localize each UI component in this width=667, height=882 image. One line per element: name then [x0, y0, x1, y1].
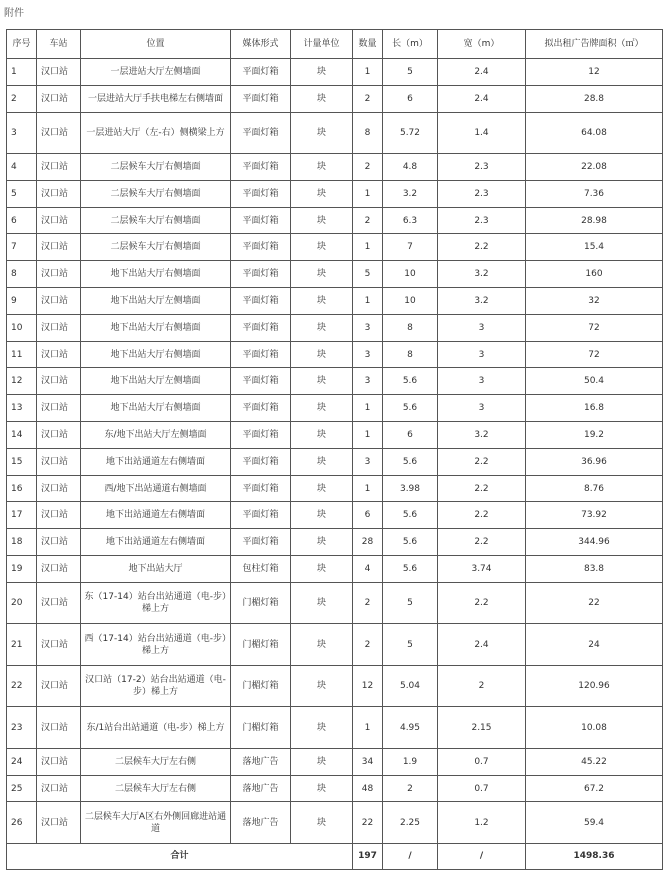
cell-area: 28.8	[526, 85, 663, 112]
cell-station: 汉口站	[37, 207, 81, 234]
cell-no: 4	[7, 154, 37, 181]
cell-area: 72	[526, 314, 663, 341]
cell-media: 平面灯箱	[231, 314, 291, 341]
header-row	[7, 30, 663, 59]
cell-unit: 块	[291, 261, 353, 288]
cell-station: 汉口站	[37, 475, 81, 502]
cell-area: 22	[526, 582, 663, 624]
cell-width: 3.2	[438, 261, 526, 288]
cell-qty: 8	[353, 112, 383, 154]
header-location: 位置	[81, 30, 231, 59]
cell-no: 19	[7, 556, 37, 583]
cell-width: 2.2	[438, 582, 526, 624]
cell-no: 23	[7, 707, 37, 749]
cell-unit: 块	[291, 665, 353, 707]
table-row	[7, 341, 663, 368]
cell-area: 67.2	[526, 775, 663, 802]
cell-media: 包柱灯箱	[231, 556, 291, 583]
cell-width: 2.2	[438, 529, 526, 556]
cell-location: 二层候车大厅A区右外侧回廊进站通道	[81, 802, 231, 844]
table-row	[7, 112, 663, 154]
header-station: 车站	[37, 30, 81, 59]
cell-location: 东（17-14）站台出站通道（电-步）梯上方	[81, 582, 231, 624]
cell-station: 汉口站	[37, 529, 81, 556]
cell-area: 45.22	[526, 748, 663, 775]
cell-qty: 34	[353, 748, 383, 775]
cell-qty: 1	[353, 395, 383, 422]
cell-location: 汉口站（17-2）站台出站通道（电-步）梯上方	[81, 665, 231, 707]
cell-location: 地下出站通道左右侧墙面	[81, 529, 231, 556]
cell-length: 3.2	[383, 180, 438, 207]
cell-length: 5	[383, 582, 438, 624]
cell-unit: 块	[291, 475, 353, 502]
table-row	[7, 624, 663, 666]
table-row	[7, 288, 663, 315]
table-body	[7, 59, 663, 844]
table-row	[7, 748, 663, 775]
cell-location: 二层候车大厅左右侧	[81, 748, 231, 775]
cell-length: 4.95	[383, 707, 438, 749]
cell-media: 平面灯箱	[231, 448, 291, 475]
table-row	[7, 529, 663, 556]
cell-media: 平面灯箱	[231, 529, 291, 556]
cell-width: 2.4	[438, 85, 526, 112]
cell-location: 二层候车大厅右侧墙面	[81, 234, 231, 261]
cell-media: 平面灯箱	[231, 395, 291, 422]
table-row	[7, 59, 663, 86]
cell-width: 3.2	[438, 422, 526, 449]
cell-unit: 块	[291, 448, 353, 475]
cell-area: 72	[526, 341, 663, 368]
cell-no: 6	[7, 207, 37, 234]
cell-location: 地下出站大厅右侧墙面	[81, 395, 231, 422]
cell-station: 汉口站	[37, 748, 81, 775]
cell-width: 2.2	[438, 502, 526, 529]
cell-qty: 1	[353, 59, 383, 86]
cell-unit: 块	[291, 502, 353, 529]
cell-no: 13	[7, 395, 37, 422]
cell-area: 28.98	[526, 207, 663, 234]
cell-station: 汉口站	[37, 261, 81, 288]
cell-length: 10	[383, 288, 438, 315]
cell-qty: 5	[353, 261, 383, 288]
cell-media: 落地广告	[231, 802, 291, 844]
cell-station: 汉口站	[37, 395, 81, 422]
cell-media: 平面灯箱	[231, 85, 291, 112]
table-row	[7, 180, 663, 207]
cell-unit: 块	[291, 368, 353, 395]
cell-width: 3	[438, 368, 526, 395]
cell-station: 汉口站	[37, 502, 81, 529]
total-row	[7, 843, 663, 869]
cell-area: 16.8	[526, 395, 663, 422]
cell-qty: 22	[353, 802, 383, 844]
cell-width: 1.4	[438, 112, 526, 154]
cell-station: 汉口站	[37, 234, 81, 261]
cell-qty: 1	[353, 180, 383, 207]
header-media: 媒体形式	[231, 30, 291, 59]
cell-location: 一层进站大厅手扶电梯左右侧墙面	[81, 85, 231, 112]
cell-length: 5.6	[383, 502, 438, 529]
cell-station: 汉口站	[37, 556, 81, 583]
total-length: /	[383, 843, 438, 869]
cell-station: 汉口站	[37, 582, 81, 624]
cell-station: 汉口站	[37, 707, 81, 749]
cell-location: 二层候车大厅右侧墙面	[81, 180, 231, 207]
table-row	[7, 207, 663, 234]
cell-area: 344.96	[526, 529, 663, 556]
cell-width: 2.4	[438, 59, 526, 86]
cell-length: 2	[383, 775, 438, 802]
cell-qty: 3	[353, 341, 383, 368]
cell-area: 73.92	[526, 502, 663, 529]
cell-media: 平面灯箱	[231, 59, 291, 86]
cell-media: 平面灯箱	[231, 288, 291, 315]
cell-width: 3.2	[438, 288, 526, 315]
cell-unit: 块	[291, 707, 353, 749]
cell-no: 2	[7, 85, 37, 112]
cell-qty: 1	[353, 288, 383, 315]
table-row	[7, 556, 663, 583]
cell-unit: 块	[291, 207, 353, 234]
cell-media: 平面灯箱	[231, 180, 291, 207]
cell-media: 落地广告	[231, 748, 291, 775]
cell-location: 东/1站台出站通道（电-步）梯上方	[81, 707, 231, 749]
table-row	[7, 775, 663, 802]
cell-location: 二层候车大厅右侧墙面	[81, 207, 231, 234]
cell-no: 22	[7, 665, 37, 707]
caption: 附件	[4, 8, 24, 19]
cell-area: 12	[526, 59, 663, 86]
cell-unit: 块	[291, 234, 353, 261]
table-row	[7, 582, 663, 624]
table-row	[7, 422, 663, 449]
cell-unit: 块	[291, 624, 353, 666]
cell-area: 50.4	[526, 368, 663, 395]
cell-unit: 块	[291, 748, 353, 775]
cell-width: 2.3	[438, 207, 526, 234]
table-row	[7, 234, 663, 261]
cell-area: 10.08	[526, 707, 663, 749]
cell-station: 汉口站	[37, 341, 81, 368]
cell-width: 3.74	[438, 556, 526, 583]
cell-media: 平面灯箱	[231, 341, 291, 368]
header-width: 宽（m）	[438, 30, 526, 59]
cell-station: 汉口站	[37, 802, 81, 844]
cell-width: 3	[438, 314, 526, 341]
cell-qty: 28	[353, 529, 383, 556]
cell-area: 15.4	[526, 234, 663, 261]
cell-area: 32	[526, 288, 663, 315]
cell-length: 5	[383, 59, 438, 86]
cell-area: 19.2	[526, 422, 663, 449]
cell-area: 120.96	[526, 665, 663, 707]
cell-media: 门楣灯箱	[231, 624, 291, 666]
cell-length: 5.6	[383, 556, 438, 583]
cell-location: 地下出站通道左右侧墙面	[81, 502, 231, 529]
cell-media: 平面灯箱	[231, 368, 291, 395]
cell-width: 2.15	[438, 707, 526, 749]
cell-no: 3	[7, 112, 37, 154]
cell-length: 5.6	[383, 395, 438, 422]
cell-no: 7	[7, 234, 37, 261]
cell-station: 汉口站	[37, 775, 81, 802]
cell-location: 地下出站大厅右侧墙面	[81, 314, 231, 341]
cell-location: 地下出站大厅左侧墙面	[81, 288, 231, 315]
cell-no: 1	[7, 59, 37, 86]
cell-qty: 1	[353, 475, 383, 502]
cell-length: 8	[383, 314, 438, 341]
cell-no: 18	[7, 529, 37, 556]
cell-media: 平面灯箱	[231, 207, 291, 234]
cell-area: 83.8	[526, 556, 663, 583]
table-row	[7, 665, 663, 707]
total-width: /	[438, 843, 526, 869]
cell-qty: 1	[353, 422, 383, 449]
table-row	[7, 154, 663, 181]
cell-qty: 1	[353, 707, 383, 749]
cell-no: 8	[7, 261, 37, 288]
cell-length: 5.72	[383, 112, 438, 154]
ad-space-table	[6, 29, 663, 870]
cell-length: 6	[383, 422, 438, 449]
table-row	[7, 85, 663, 112]
cell-length: 6.3	[383, 207, 438, 234]
cell-area: 22.08	[526, 154, 663, 181]
cell-unit: 块	[291, 582, 353, 624]
cell-media: 门楣灯箱	[231, 665, 291, 707]
header-area: 拟出租广告牌面积（㎡）	[526, 30, 663, 59]
cell-length: 7	[383, 234, 438, 261]
cell-unit: 块	[291, 59, 353, 86]
cell-qty: 3	[353, 314, 383, 341]
cell-station: 汉口站	[37, 665, 81, 707]
cell-location: 西（17-14）站台出站通道（电-步）梯上方	[81, 624, 231, 666]
cell-unit: 块	[291, 341, 353, 368]
cell-no: 20	[7, 582, 37, 624]
cell-qty: 6	[353, 502, 383, 529]
cell-length: 5.6	[383, 448, 438, 475]
cell-location: 地下出站大厅右侧墙面	[81, 261, 231, 288]
cell-station: 汉口站	[37, 288, 81, 315]
cell-qty: 2	[353, 154, 383, 181]
cell-station: 汉口站	[37, 448, 81, 475]
cell-length: 8	[383, 341, 438, 368]
header-unit: 计量单位	[291, 30, 353, 59]
total-qty: 197	[353, 843, 383, 869]
cell-length: 3.98	[383, 475, 438, 502]
cell-media: 平面灯箱	[231, 475, 291, 502]
table-row	[7, 502, 663, 529]
table-row	[7, 261, 663, 288]
header-no: 序号	[7, 30, 37, 59]
cell-location: 二层候车大厅右侧墙面	[81, 154, 231, 181]
cell-media: 平面灯箱	[231, 422, 291, 449]
cell-no: 21	[7, 624, 37, 666]
cell-qty: 12	[353, 665, 383, 707]
cell-media: 落地广告	[231, 775, 291, 802]
cell-width: 2.2	[438, 234, 526, 261]
table-row	[7, 802, 663, 844]
cell-location: 东/地下出站大厅左侧墙面	[81, 422, 231, 449]
cell-no: 15	[7, 448, 37, 475]
cell-width: 0.7	[438, 748, 526, 775]
cell-no: 9	[7, 288, 37, 315]
cell-location: 西/地下出站通道右侧墙面	[81, 475, 231, 502]
cell-unit: 块	[291, 85, 353, 112]
cell-width: 2.4	[438, 624, 526, 666]
table-row	[7, 448, 663, 475]
cell-length: 5.6	[383, 529, 438, 556]
cell-length: 5.6	[383, 368, 438, 395]
cell-station: 汉口站	[37, 368, 81, 395]
cell-no: 17	[7, 502, 37, 529]
cell-area: 8.76	[526, 475, 663, 502]
cell-unit: 块	[291, 775, 353, 802]
cell-media: 平面灯箱	[231, 112, 291, 154]
cell-unit: 块	[291, 112, 353, 154]
cell-station: 汉口站	[37, 85, 81, 112]
cell-width: 0.7	[438, 775, 526, 802]
cell-width: 3	[438, 341, 526, 368]
header-qty: 数量	[353, 30, 383, 59]
cell-qty: 3	[353, 368, 383, 395]
cell-unit: 块	[291, 288, 353, 315]
cell-area: 160	[526, 261, 663, 288]
cell-station: 汉口站	[37, 59, 81, 86]
table-row	[7, 314, 663, 341]
cell-width: 1.2	[438, 802, 526, 844]
cell-location: 二层候车大厅左右侧	[81, 775, 231, 802]
table-row	[7, 475, 663, 502]
cell-no: 10	[7, 314, 37, 341]
cell-media: 平面灯箱	[231, 234, 291, 261]
cell-qty: 1	[353, 234, 383, 261]
cell-unit: 块	[291, 556, 353, 583]
cell-unit: 块	[291, 154, 353, 181]
cell-area: 24	[526, 624, 663, 666]
cell-location: 地下出站大厅左侧墙面	[81, 368, 231, 395]
cell-qty: 2	[353, 207, 383, 234]
cell-qty: 48	[353, 775, 383, 802]
cell-width: 2.2	[438, 475, 526, 502]
cell-length: 5.04	[383, 665, 438, 707]
cell-no: 14	[7, 422, 37, 449]
cell-width: 3	[438, 395, 526, 422]
cell-no: 16	[7, 475, 37, 502]
cell-no: 26	[7, 802, 37, 844]
cell-qty: 2	[353, 85, 383, 112]
table-row	[7, 395, 663, 422]
cell-station: 汉口站	[37, 154, 81, 181]
cell-unit: 块	[291, 802, 353, 844]
cell-area: 7.36	[526, 180, 663, 207]
cell-media: 平面灯箱	[231, 154, 291, 181]
cell-station: 汉口站	[37, 180, 81, 207]
cell-width: 2.3	[438, 180, 526, 207]
table-row	[7, 368, 663, 395]
header-length: 长（m）	[383, 30, 438, 59]
table-row	[7, 707, 663, 749]
cell-media: 门楣灯箱	[231, 707, 291, 749]
cell-no: 5	[7, 180, 37, 207]
cell-qty: 4	[353, 556, 383, 583]
cell-unit: 块	[291, 422, 353, 449]
cell-station: 汉口站	[37, 422, 81, 449]
cell-location: 一层进站大厅（左-右）侧横梁上方	[81, 112, 231, 154]
cell-width: 2.2	[438, 448, 526, 475]
cell-unit: 块	[291, 395, 353, 422]
cell-station: 汉口站	[37, 112, 81, 154]
cell-media: 门楣灯箱	[231, 582, 291, 624]
cell-length: 4.8	[383, 154, 438, 181]
cell-length: 5	[383, 624, 438, 666]
cell-width: 2.3	[438, 154, 526, 181]
cell-area: 36.96	[526, 448, 663, 475]
cell-qty: 3	[353, 448, 383, 475]
cell-area: 59.4	[526, 802, 663, 844]
total-label: 合计	[7, 843, 353, 869]
cell-qty: 2	[353, 582, 383, 624]
cell-station: 汉口站	[37, 314, 81, 341]
cell-length: 2.25	[383, 802, 438, 844]
total-area: 1498.36	[526, 843, 663, 869]
cell-unit: 块	[291, 529, 353, 556]
cell-no: 25	[7, 775, 37, 802]
cell-station: 汉口站	[37, 624, 81, 666]
cell-length: 6	[383, 85, 438, 112]
cell-no: 12	[7, 368, 37, 395]
cell-location: 地下出站大厅右侧墙面	[81, 341, 231, 368]
cell-length: 1.9	[383, 748, 438, 775]
cell-qty: 2	[353, 624, 383, 666]
cell-location: 一层进站大厅左侧墙面	[81, 59, 231, 86]
cell-unit: 块	[291, 314, 353, 341]
cell-location: 地下出站大厅	[81, 556, 231, 583]
cell-location: 地下出站通道左右侧墙面	[81, 448, 231, 475]
cell-no: 11	[7, 341, 37, 368]
cell-area: 64.08	[526, 112, 663, 154]
cell-width: 2	[438, 665, 526, 707]
cell-media: 平面灯箱	[231, 502, 291, 529]
cell-length: 10	[383, 261, 438, 288]
cell-no: 24	[7, 748, 37, 775]
cell-media: 平面灯箱	[231, 261, 291, 288]
cell-unit: 块	[291, 180, 353, 207]
